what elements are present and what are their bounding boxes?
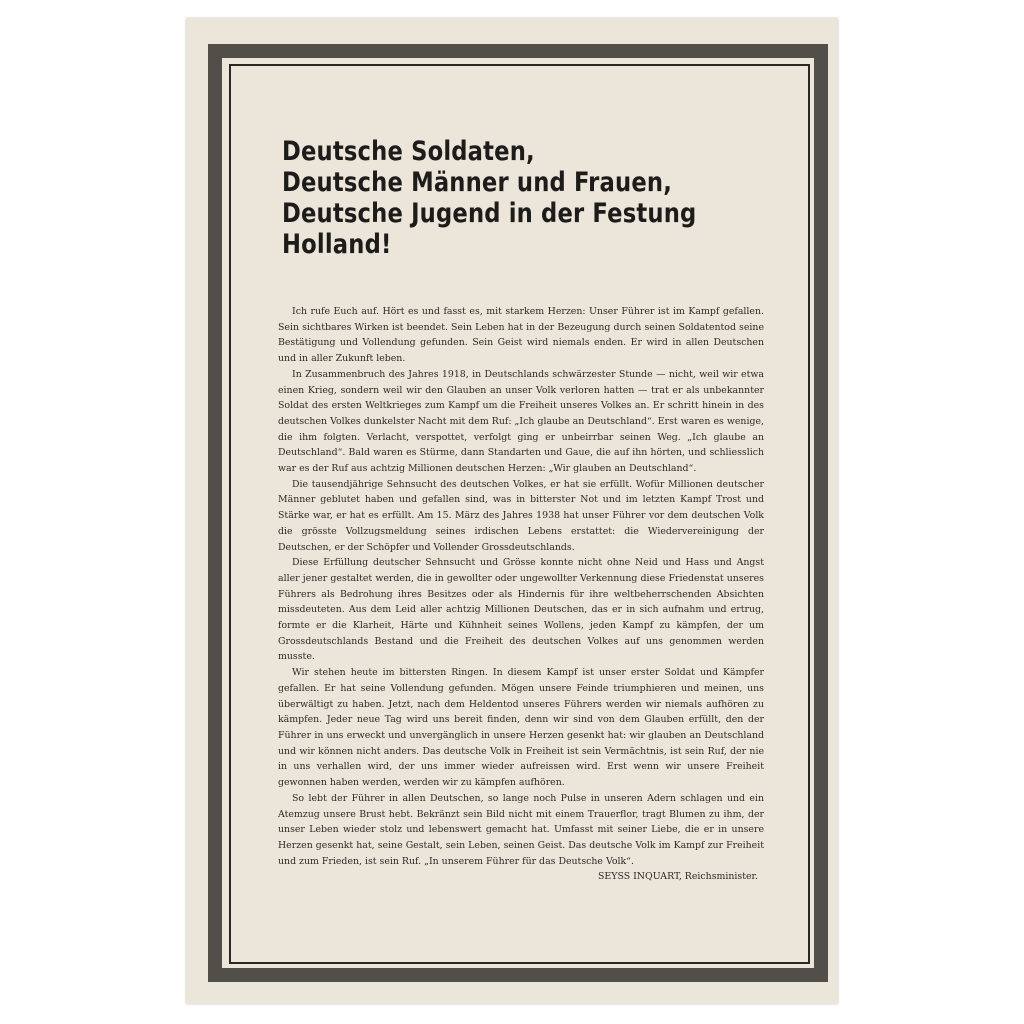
body-paragraph: Wir stehen heute im bittersten Ringen. In diesem Kampf ist unser erster Soldat und Kämpfer gefallen. Er hat seine Vollendung gefunden. Mögen unsere Feinde triumphieren und meinen, uns überwältigt zu haben. Jetzt, nach dem Heldentod unseres Führers werden wir niemals aufhören zu kämpfen. Jeder neue Tag wird uns bereit finden, denn wir sind von dem Glauben erfüllt, den der Führer in uns erweckt und unvergänglich in unsere Herzen gesenkt hat: wir glauben an Deutschland und wir können nicht anders. Das deutsche Volk in Freiheit ist sein Vermächtnis, ist sein Ruf, der nie in uns verhallen wird, der uns immer wieder aufreissen wird. Erst wenn wir unsere Freiheit gewonnen haben werden, werden wir zu kämpfen aufhören. [278,667,764,789]
body-paragraph: Ich rufe Euch auf. Hört es und fasst es, mit starkem Herzen: Unser Führer ist im Kampf gefallen. Sein sichtbares Wirken ist beendet. Sein Leben hat in der Bezeugung durch seinen Soldatentod seine Bestätigung und Vollendung gefunden. Sein Geist wird niemals enden. Er wird in allen Deutschen und in aller Zukunft leben. [278,306,764,365]
poster-body-text [278,304,764,869]
body-paragraph: So lebt der Führer in allen Deutschen, so lange noch Pulse in unseren Adern schlagen und ein Atemzug unsere Brust hebt. Bekränzt sein Bild nicht mit einem Trauerflor, tragt Blumen zu ihm, der unser Leben wieder stolz und lebenswert gemacht hat. Umfasst mit seiner Liebe, die er in unsere Herzen gesenkt hat, seine Gestalt, sein Leben, seinen Geist. Das deutsche Volk im Kampf zur Freiheit und zum Frieden, ist sein Ruf. „In unserem Führer für das Deutsche Volk“. [278,792,764,867]
headline-line-1: Deutsche Soldaten, [282,136,535,167]
poster-headline [282,136,719,260]
body-paragraph: In Zusammenbruch des Jahres 1918, in Deutschlands schwärzester Stunde — nicht, weil wir etwa einen Krieg, sondern weil wir den Glauben an unser Volk verloren hatten — trat er als unbekannter Soldat des ersten Weltkrieges zum Kampf um die Freiheit unseres Volkes an. Er schritt hinein in des deutschen Volkes dunkelster Nacht mit dem Ruf: „Ich glaube an Deutschland“. Erst waren es wenige, die ihm folgten. Verlacht, verspottet, verfolgt ging er unbeirrbar seinen Weg. „Ich glaube an Deutschland“. Bald waren es Stürme, dann Standarten und Gaue, die auf ihn hörten, und schliesslich war es der Ruf aus achtzig Millionen deutschen Herzen: „Wir glauben an Deutschland“. [278,368,764,475]
headline-line-3: Deutsche Jugend in der Festung Holland! [282,198,697,260]
headline-line-2: Deutsche Männer und Frauen, [282,167,672,198]
poster-sheet [186,18,838,1004]
body-paragraph: Diese Erfüllung deutscher Sehnsucht und Grösse konnte nicht ohne Neid und Hass und Angst aller jener gestaltet werden, die in gewollter oder ungewollter Verkennung diese Friedenstat unseres Führers als Bedrohung ihres Besitzes oder als Hindernis für ihre weltbeherrschenden Absichten missdeuteten. Aus dem Leid aller achtzig Millionen Deutschen, das er in sich aufnahm und ertrug, formte er die Klarheit, Härte und Kühnheit seines Wollens, jeden Kampf zu kämpfen, der um Grossdeutschlands Bestand und die Freiheit des deutschen Volkes auf uns genommen werden musste. [278,557,764,663]
poster-signature: SEYSS INQUART, Reichsminister. [597,871,758,882]
body-paragraph: Die tausendjährige Sehnsucht des deutschen Volkes, er hat sie erfüllt. Wofür Millionen deutscher Männer geblutet haben und gefallen sind, was in bitterster Not und im letzten Kampf Trost und Stärke war, er hat es erfüllt. Am 15. März des Jahres 1938 hat unser Führer vor dem deutschen Volk die grösste Vollzugsmeldung seines irdischen Lebens erstattet: die Wiedervereinigung der Deutschen, er der Schöpfer und Vollender Grossdeutschlands. [278,478,764,553]
